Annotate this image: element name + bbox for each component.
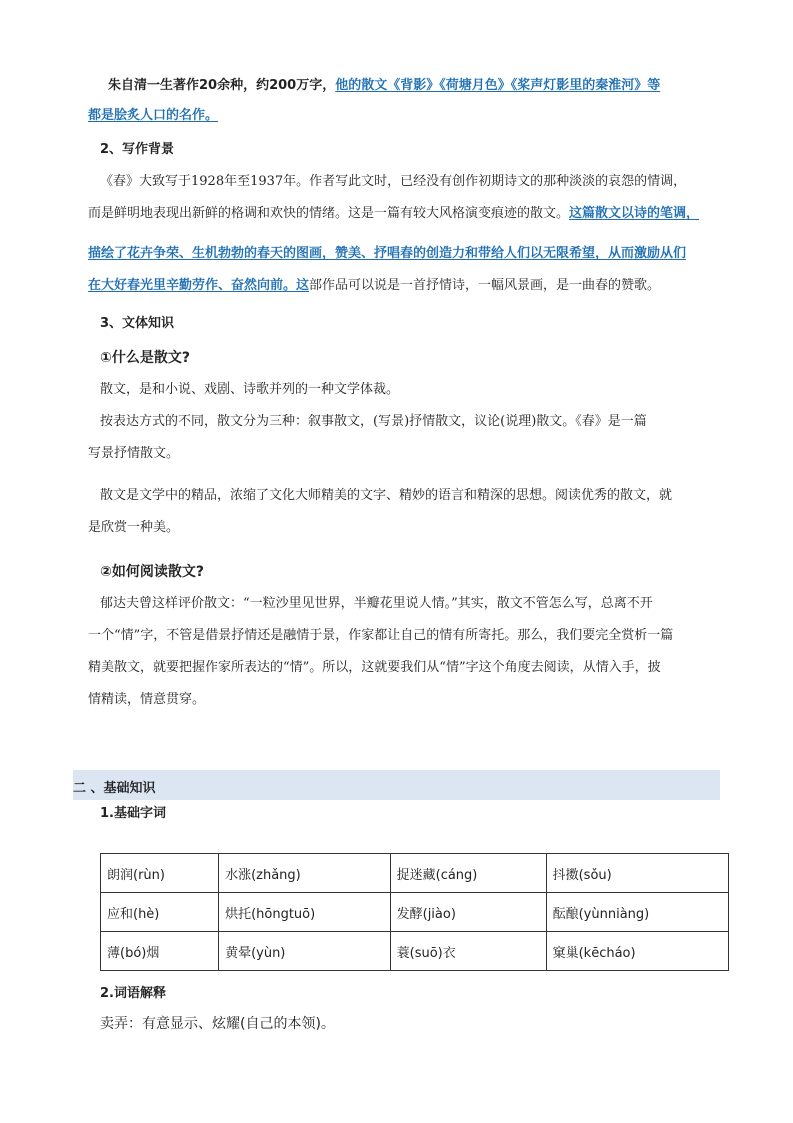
table-cell: 水涨(zhǎng) <box>219 854 391 893</box>
bg-line-3 <box>88 246 686 262</box>
highlight-encourage: 在大好春光里辛勤劳作、奋然向前。这 <box>88 278 310 293</box>
table-cell: 抖擞(sǒu) <box>546 854 728 893</box>
bg-line-2 <box>88 206 699 222</box>
reading-line-2: 一个“情”字，不管是借景抒情还是融情于景，作家都让自己的情有所寄托。那么，我们要完全赏析一篇 <box>88 628 674 643</box>
essay-def-line-4: 散文是文学中的精品，浓缩了文化大师精美的文字、精妙的语言和精深的思想。阅读优秀的散文，就 <box>100 488 673 503</box>
paragraph-intro <box>108 78 660 94</box>
essay-def-line-1: 散文，是和小说、戏剧、诗歌并列的一种文学体裁。 <box>100 382 400 397</box>
question-what-is-essay: ①什么是散文? <box>100 350 190 366</box>
reading-line-4: 情精读，情意贯穿。 <box>88 692 206 707</box>
definition-line: 卖弄：有意显示、炫耀(自己的本领)。 <box>100 1016 335 1032</box>
question-how-to-read: ②如何阅读散文? <box>100 564 204 580</box>
table-cell: 应和(hè) <box>101 893 219 932</box>
table-cell: 发酵(jiào) <box>390 893 546 932</box>
bg-line-4-text: 部作品可以说是一首抒情诗，一幅风景画，是一曲春的赞歌。 <box>309 278 661 293</box>
table-row <box>101 893 729 932</box>
highlight-style: 这篇散文以诗的笔调， <box>569 206 700 221</box>
intro-text: 朱自清一生著作20余种，约200万字， <box>108 78 336 93</box>
reading-line-1: 郁达夫曾这样评价散文：“一粒沙里见世界，半瓣花里说人情。”其实，散文不管怎么写，总离不开 <box>100 596 653 611</box>
heading-writing-background: 2、写作背景 <box>100 142 175 157</box>
table-cell: 朗润(rùn) <box>101 854 219 893</box>
subheading-basic-words: 1.基础字词 <box>100 806 166 821</box>
section-title: 二 、基础知识 <box>73 781 156 796</box>
vocabulary-table <box>100 853 729 971</box>
essay-def-line-3: 写景抒情散文。 <box>88 446 180 461</box>
section-header-basics <box>73 770 720 800</box>
table-row <box>101 854 729 893</box>
bg-line-1: 《春》大致写于1928年至1937年。作者写此文时，已经没有创作初期诗文的那种淡淡的哀怨的情调， <box>100 174 687 189</box>
bg-line-2-text: 而是鲜明地表现出新鲜的格调和欢快的情绪。这是一篇有较大风格演变痕迹的散文。 <box>88 206 570 221</box>
table-cell: 捉迷藏(cáng) <box>390 854 546 893</box>
bg-line-4 <box>88 278 660 294</box>
highlight-description: 描绘了花卉争荣、生机勃勃的春天的图画，赞美、抒唱春的创造力和带给人们以无限希望，从而激励从们 <box>88 246 687 261</box>
essay-def-line-2: 按表达方式的不同，散文分为三种：叙事散文，(写景)抒情散文，议论(说理)散文。《春》是一篇 <box>100 414 647 429</box>
table-row <box>101 932 729 971</box>
highlight-works: 他的散文《背影》《荷塘月色》《桨声灯影里的秦淮河》等 <box>335 78 661 93</box>
table-cell: 烘托(hōngtuō) <box>219 893 391 932</box>
table-cell: 窠巢(kēcháo) <box>546 932 728 971</box>
paragraph-intro-cont <box>88 108 218 124</box>
reading-line-3: 精美散文，就要把握作家所表达的“情”。所以，这就要我们从“情”字这个角度去阅读，从情入手，披 <box>88 660 661 675</box>
table-cell: 薄(bó)烟 <box>101 932 219 971</box>
essay-def-line-5: 是欣赏一种美。 <box>88 520 180 535</box>
highlight-works-cont: 都是脍炙人口的名作。 <box>88 108 219 123</box>
table-cell: 蓑(suō)衣 <box>390 932 546 971</box>
heading-genre: 3、文体知识 <box>100 316 175 331</box>
table-cell: 酝酿(yùnniàng) <box>546 893 728 932</box>
subheading-word-explanation: 2.词语解释 <box>100 986 166 1001</box>
table-cell: 黄晕(yùn) <box>219 932 391 971</box>
